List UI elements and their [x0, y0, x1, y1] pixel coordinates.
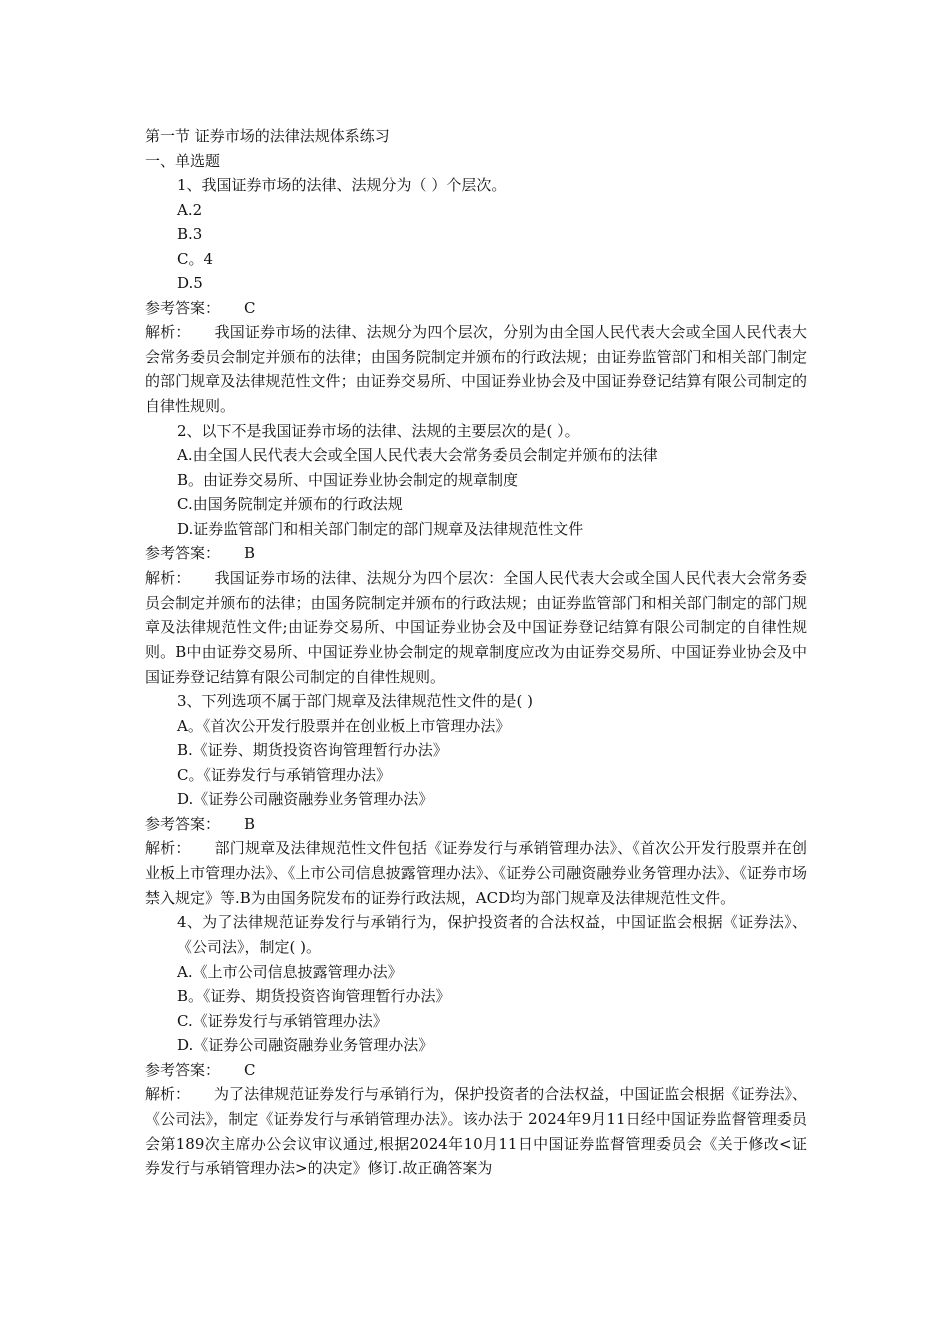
document-title: 第一节 证券市场的法律法规体系练习	[145, 127, 390, 145]
question-3-option-d: D.《证券公司融资融券业务管理办法》	[177, 790, 434, 809]
question-2-explanation-text: 我国证券市场的法律、法规分为四个层次：全国人民代表大会或全国人民代表大会常务委员会制定并颁布的法律；由国务院制定并颁布的行政法规；由证券监管部门和相关部门制定的部门规章及法律规范性文件;由证券交易所、中国证券业协会及中国证券登记结算有限公司制定的自律性规则。B中由证券交易所、中国证券业协会制定的规章制度应改为由证券交易所、中国证券业协会及中国证券登记结算有限公司制定的自律性规则。	[145, 568, 807, 686]
question-3-answer	[145, 812, 807, 837]
document-content	[145, 124, 807, 1181]
question-1-option-b: B.3	[177, 225, 203, 243]
question-1-explanation-text: 我国证券市场的法律、法规分为四个层次，分别为由全国人民代表大会或全国人民代表大会常务委员会制定并颁布的法律；由国务院制定并颁布的行政法规；由证券监管部门和相关部门制定的部门规章及法律规范性文件；由证券交易所、中国证券业协会及中国证券登记结算有限公司制定的自律性规则。	[145, 323, 807, 416]
question-2-option-d: D.证券监管部门和相关部门制定的部门规章及法律规范性文件	[177, 519, 584, 538]
question-2-answer	[145, 541, 807, 566]
question-3-explanation-text: 部门规章及法律规范性文件包括《证券发行与承销管理办法》、《首次公开发行股票并在创业板上市管理办法》、《上市公司信息披露管理办法》、《证券公司融资融券业务管理办法》、《证券市场禁入规定》等.B为由国务院发布的证券行政法规，ACD均为部门规章及法律规范性文件。	[145, 839, 807, 907]
question-4-option-b: B。《证券、期货投资咨询管理暂行办法》	[177, 987, 451, 1006]
question-3-option-b: B.《证券、期货投资咨询管理暂行办法》	[177, 741, 448, 760]
question-1-answer-value: C	[244, 298, 256, 317]
question-3-explanation	[145, 836, 807, 910]
question-4-option-c: C.《证券发行与承销管理办法》	[177, 1011, 388, 1030]
explanation-label: 解析：	[145, 568, 191, 587]
question-4-stem: 4、为了法律规范证券发行与承销行为，保护投资者的合法权益，中国证监会根据《证券法》、《公司法》，制定( )。	[177, 913, 807, 957]
question-4-answer-value: C	[244, 1060, 256, 1079]
explanation-label: 解析：	[145, 323, 191, 341]
question-2-answer-value: B	[244, 544, 256, 563]
question-1-answer	[145, 296, 807, 321]
answer-label: 参考答案：	[145, 298, 221, 317]
question-2-explanation	[145, 566, 807, 690]
question-3-option-c: C。《证券发行与承销管理办法》	[177, 765, 391, 784]
question-3-option-a: A。《首次公开发行股票并在创业板上市管理办法》	[177, 716, 511, 735]
answer-label: 参考答案：	[145, 1060, 221, 1079]
question-2-option-a: A.由全国人民代表大会或全国人民代表大会常务委员会制定并颁布的法律	[177, 446, 658, 465]
question-3-stem: 3、下列选项不属于部门规章及法律规范性文件的是( )	[177, 692, 534, 711]
question-1-option-c: C。4	[177, 249, 214, 268]
question-2-option-b: B。由证券交易所、中国证券业协会制定的规章制度	[177, 470, 519, 489]
question-4-answer	[145, 1058, 807, 1083]
question-4-option-d: D.《证券公司融资融券业务管理办法》	[177, 1036, 434, 1055]
section-heading: 一、单选题	[145, 151, 221, 170]
question-4-explanation-text: 为了法律规范证券发行与承销行为，保护投资者的合法权益，中国证监会根据《证券法》、《公司法》，制定《证券发行与承销管理办法》。该办法于 2024年9月11日经中国证券监督管理委员会第189次主席办公会议审议通过,根据2024年10月11日中国证券监督管理委员会《关于修改<证券发行与承销管理办法>的决定》修订.故正确答案为	[145, 1085, 807, 1178]
question-2-option-c: C.由国务院制定并颁布的行政法规	[177, 495, 403, 514]
question-4-option-a: A.《上市公司信息披露管理办法》	[177, 962, 403, 981]
question-1-explanation	[145, 320, 807, 419]
question-1-option-d: D.5	[177, 274, 203, 292]
explanation-label: 解析：	[145, 839, 191, 858]
answer-label: 参考答案：	[145, 544, 221, 563]
question-1-stem: 1、我国证券市场的法律、法规分为（ ）个层次。	[177, 176, 507, 194]
question-1-option-a: A.2	[177, 200, 203, 219]
answer-label: 参考答案：	[145, 814, 221, 833]
question-2-stem: 2、以下不是我国证券市场的法律、法规的主要层次的是( ）。	[177, 421, 580, 440]
question-3-answer-value: B	[244, 814, 256, 833]
explanation-label: 解析：	[145, 1085, 191, 1104]
question-4-explanation	[145, 1082, 807, 1181]
